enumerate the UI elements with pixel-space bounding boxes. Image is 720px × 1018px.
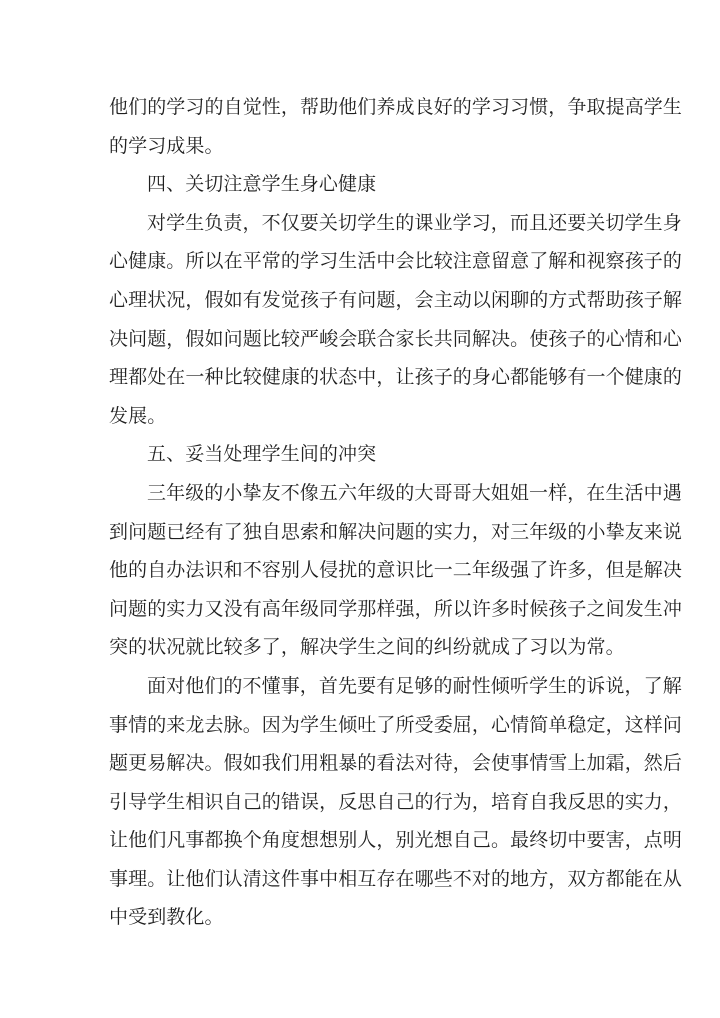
- text-line: 事情的来龙去脉。因为学生倾吐了所受委屈，心情简单稳定，这样问: [109, 713, 683, 736]
- text-line: 三年级的小挚友不像五六年级的大哥哥大姐姐一样，在生活中遇: [147, 481, 682, 504]
- text-line: 引导学生相识自己的错误，反思自己的行为，培育自我反思的实力，: [109, 790, 683, 813]
- text-line: 心理状况，假如有发觉孩子有问题，会主动以闲聊的方式帮助孩子解: [109, 288, 683, 311]
- text-line: 问题的实力又没有高年级同学那样强，所以许多时候孩子之间发生冲: [109, 597, 683, 620]
- text-line: 中受到教化。: [109, 906, 224, 929]
- text-line: 理都处在一种比较健康的状态中，让孩子的身心都能够有一个健康的: [109, 366, 683, 389]
- text-line: 对学生负责，不仅要关切学生的课业学习，而且还要关切学生身: [147, 211, 682, 234]
- text-line: 的学习成果。: [109, 134, 224, 157]
- text-line: 发展。: [109, 404, 167, 427]
- text-line: 五、妥当处理学生间的冲突: [147, 443, 377, 466]
- text-line: 他们的学习的自觉性，帮助他们养成良好的学习习惯，争取提高学生: [109, 96, 683, 118]
- text-line: 四、关切注意学生身心健康: [147, 173, 377, 196]
- text-line: 面对他们的不懂事，首先要有足够的耐性倾听学生的诉说，了解: [147, 674, 682, 697]
- text-line: 决问题，假如问题比较严峻会联合家长共同解决。使孩子的心情和心: [109, 327, 683, 350]
- text-line: 他的自办法识和不容别人侵扰的意识比一二年级强了许多，但是解决: [109, 559, 683, 582]
- text-line: 让他们凡事都换个角度想想别人，别光想自己。最终切中要害，点明: [109, 829, 683, 852]
- text-line: 题更易解决。假如我们用粗暴的看法对待，会使事情雪上加霜，然后: [109, 752, 683, 775]
- text-line: 突的状况就比较多了，解决学生之间的纠纷就成了习以为常。: [109, 636, 625, 659]
- text-line: 心健康。所以在平常的学习生活中会比较注意留意了解和视察孩子的: [109, 250, 683, 273]
- text-line: 到问题已经有了独自思索和解决问题的实力，对三年级的小挚友来说: [109, 520, 683, 543]
- text-line: 事理。让他们认清这件事中相互存在哪些不对的地方，双方都能在从: [109, 867, 683, 890]
- document-body: [109, 88, 683, 937]
